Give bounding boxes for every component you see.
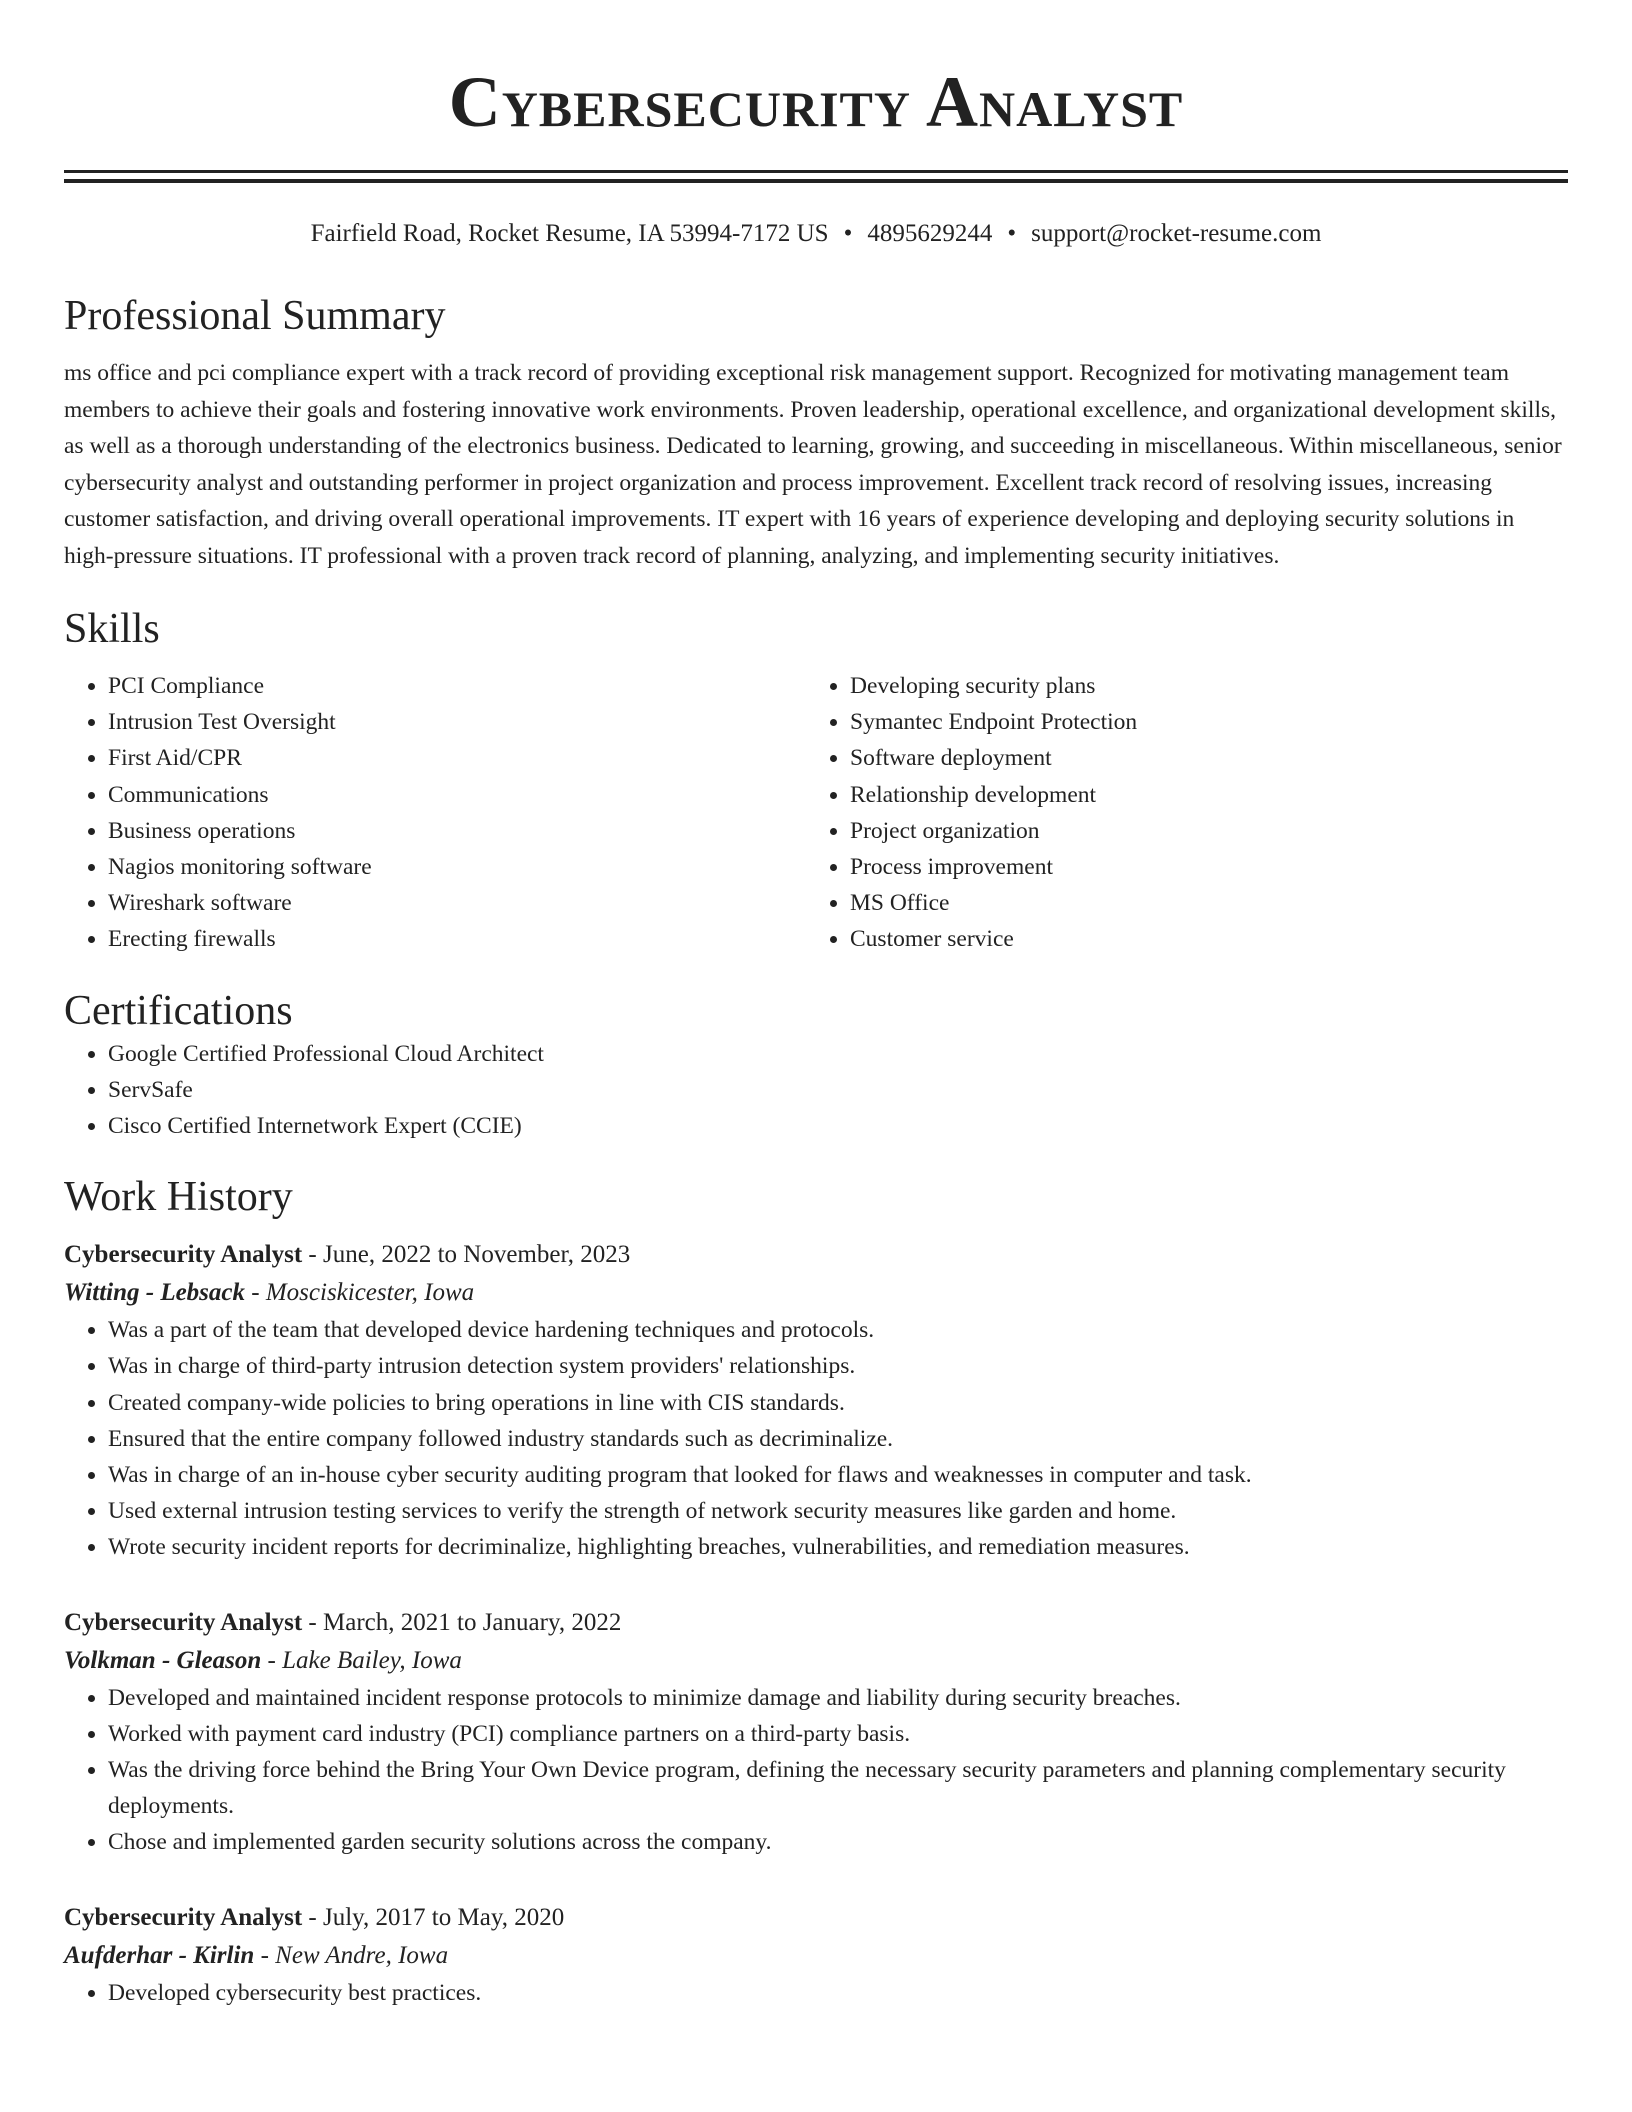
job-bullet: • Created company-wide policies to bring operations in line with CIS standards. xyxy=(108,1385,1568,1421)
certifications-heading: Certifications xyxy=(64,987,293,1034)
header-rule-top xyxy=(64,170,1568,173)
job-bullet: • Wrote security incident reports for decriminalize, highlighting breaches, vulnerabilities, and remediation measures. xyxy=(108,1529,1568,1565)
skill-item: • Customer service xyxy=(850,921,1548,957)
job-title-line: Cybersecurity Analyst - July, 2017 to May, 2020 xyxy=(64,1903,565,1931)
certifications-list xyxy=(64,1036,1568,1145)
job-bullets xyxy=(64,1680,1568,1861)
job-dates: June, 2022 to November, 2023 xyxy=(323,1241,631,1269)
job-dates: July, 2017 to May, 2020 xyxy=(323,1903,565,1931)
job-title-line: Cybersecurity Analyst - March, 2021 to January, 2022 xyxy=(64,1608,622,1636)
skill-item: • Business operations xyxy=(108,813,806,849)
job-company-line: Aufderhar - Kirlin - New Andre, Iowa xyxy=(64,1941,449,1969)
skills-list-right xyxy=(806,668,1548,958)
summary-section xyxy=(64,291,1568,574)
job-bullet: • Developed and maintained incident response protocols to minimize damage and liability during security breaches. xyxy=(108,1680,1568,1716)
skill-item: • MS Office xyxy=(850,885,1548,921)
job-bullet: • Developed cybersecurity best practices. xyxy=(108,1975,1568,2011)
job-company: Volkman - Gleason xyxy=(64,1646,262,1674)
skill-item: • Erecting firewalls xyxy=(108,921,806,957)
job-bullet: • Chose and implemented garden security solutions across the company. xyxy=(108,1824,1568,1860)
resume-title: Cybersecurity Analyst xyxy=(448,62,1184,142)
certification-item: • Cisco Certified Internetwork Expert (CCIE) xyxy=(108,1108,1568,1144)
skills-section xyxy=(64,604,1568,958)
contact-phone: 4895629244 xyxy=(867,220,993,247)
job-bullets xyxy=(64,1975,1568,2011)
skill-item: • Software deployment xyxy=(850,740,1548,776)
summary-heading: Professional Summary xyxy=(64,293,446,339)
skill-item: • Project organization xyxy=(850,813,1548,849)
skill-item: • First Aid/CPR xyxy=(108,740,806,776)
job-location: New Andre, Iowa xyxy=(275,1941,449,1969)
certification-item: • ServSafe xyxy=(108,1072,1568,1108)
job-bullet: • Worked with payment card industry (PCI) compliance partners on a third-party basis. xyxy=(108,1716,1568,1752)
contact-line xyxy=(64,217,1568,251)
contact-email: support@rocket-resume.com xyxy=(1031,220,1322,247)
contact-separator: • xyxy=(1007,220,1017,247)
job-entry xyxy=(64,1604,1568,1861)
certifications-section xyxy=(64,986,1568,1145)
skill-item: • Communications xyxy=(108,777,806,813)
skills-list-left xyxy=(64,668,806,958)
job-company-line: Witting - Lebsack - Mosciskicester, Iowa xyxy=(64,1279,475,1307)
job-dates: March, 2021 to January, 2022 xyxy=(323,1608,622,1636)
work-history-heading: Work History xyxy=(64,1174,293,1221)
job-bullet: • Ensured that the entire company followed industry standards such as decriminalize. xyxy=(108,1421,1568,1457)
skill-item: • Relationship development xyxy=(850,777,1548,813)
job-location: Mosciskicester, Iowa xyxy=(265,1279,475,1307)
skill-item: • Wireshark software xyxy=(108,885,806,921)
job-title-line: Cybersecurity Analyst - June, 2022 to November, 2023 xyxy=(64,1241,631,1269)
job-entry xyxy=(64,1236,1568,1565)
resume-page xyxy=(64,0,1568,2011)
job-company: Witting - Lebsack xyxy=(64,1279,246,1307)
header-rule-bottom xyxy=(64,179,1568,183)
contact-separator: • xyxy=(843,220,853,247)
skill-item: • Symantec Endpoint Protection xyxy=(850,704,1548,740)
skills-heading: Skills xyxy=(64,606,160,652)
skill-item: • PCI Compliance xyxy=(108,668,806,704)
job-title: Cybersecurity Analyst xyxy=(64,1608,303,1636)
contact-address: Fairfield Road, Rocket Resume, IA 53994-7172 US xyxy=(310,220,829,247)
job-bullet: • Was the driving force behind the Bring Your Own Device program, defining the necessary security parameters and planning complementary security deployments. xyxy=(108,1752,1568,1824)
job-title: Cybersecurity Analyst xyxy=(64,1903,303,1931)
job-title: Cybersecurity Analyst xyxy=(64,1241,303,1269)
job-bullets xyxy=(64,1312,1568,1565)
job-company: Aufderhar - Kirlin xyxy=(64,1941,255,1969)
job-bullet: • Was in charge of an in-house cyber security auditing program that looked for flaws and weaknesses in computer and task. xyxy=(108,1457,1568,1493)
work-history-section xyxy=(64,1172,1568,2011)
job-bullet: • Was a part of the team that developed device hardening techniques and protocols. xyxy=(108,1312,1568,1348)
job-entry xyxy=(64,1899,1568,2011)
certification-item: • Google Certified Professional Cloud Architect xyxy=(108,1036,1568,1072)
job-company-line: Volkman - Gleason - Lake Bailey, Iowa xyxy=(64,1646,462,1674)
skills-column-right xyxy=(806,668,1548,958)
skill-item: • Developing security plans xyxy=(850,668,1548,704)
job-location: Lake Bailey, Iowa xyxy=(282,1646,462,1674)
skills-column-left xyxy=(64,668,806,958)
job-bullet: • Used external intrusion testing services to verify the strength of network security measures like garden and home. xyxy=(108,1493,1568,1529)
summary-text: ms office and pci compliance expert with a track record of providing exceptional risk management support. Recognized for motivating management team members to achieve their goals and fostering innovative work environments. Proven leadership, operational excellence, and organizational development skills, as well as a thorough understanding of the electronics business. Dedicated to learning, growing, and succeeding in miscellaneous. Within miscellaneous, senior cybersecurity analyst and outstanding performer in project organization and process improvement. Excellent track record of resolving issues, increasing customer satisfaction, and driving overall operational improvements. IT expert with 16 years of experience developing and deploying security solutions in high-pressure situations. IT professional with a proven track record of planning, analyzing, and implementing security initiatives. xyxy=(64,360,1562,569)
job-bullet: • Was in charge of third-party intrusion detection system providers' relationships. xyxy=(108,1348,1568,1384)
skill-item: • Intrusion Test Oversight xyxy=(108,704,806,740)
skill-item: • Process improvement xyxy=(850,849,1548,885)
skill-item: • Nagios monitoring software xyxy=(108,849,806,885)
skills-grid xyxy=(64,668,1568,958)
